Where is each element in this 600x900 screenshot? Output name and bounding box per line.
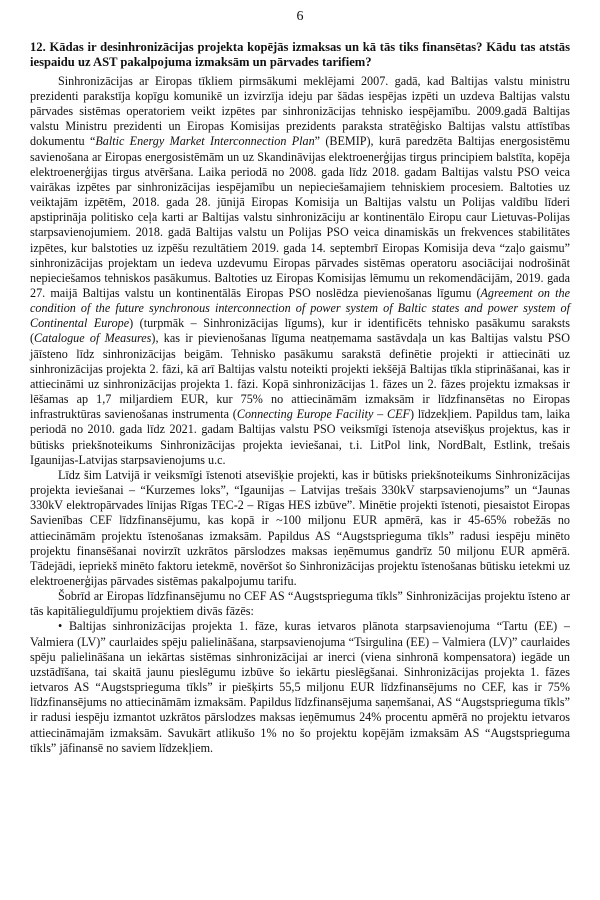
- text-run: ) (turpmāk – Sinhronizācijas līgums), kur ir identificēts tehnisko pasākumu saraksts (: [30, 316, 571, 346]
- body-paragraph: [30, 589, 570, 619]
- text-run: Līdz šim Latvijā ir veiksmīgi īstenoti atsevišķie projekti, kas ir būtisks priekšnoteikums Sinhronizācijas projekta ieviešanai – “Kurzemes loks”, “Igaunijas – Latvijas trešais 330kV starpsavienojums” un “Jaunas 330kV elektropārvades līnijas Rīgas TEC-2 – Rīgas HES izbūve”. Minētie projekti īstenoti, piesaistot Eiropas Savienības CEF līdzfinansējumu, kas kopā ir ~100 miljonu EUR apmērā, kas ir 45-65% robežās no attiecināmām projektu īstenošanas izmaksām. Papildus AS “Augstsprieguma tīkls” radusi iespēju minēto projektu finansēšanai novirzīt uzkrātos pārslodzes maksas ieņēmumus gandrīz 50 miljonu EUR apmērā. Tādejādi, iepriekš minēto faktoru ietekmē, novēršot šo Sinhronizācijas projektu īstenošanas būtisku ietekmi uz elektroenerģijas pārvades sistēmas pakalpojumu tarifu.: [30, 467, 570, 588]
- italic-term: Agreement on the condition of the future synchronous interconnection of power system of Baltic states and power system of Continental Europe: [30, 286, 570, 331]
- page-number: 6: [296, 9, 304, 24]
- text-run: ” (BEMIP), kurā paredzēta Baltijas energosistēmu savienošana ar Eiropas energosistēmām un uz Skandināvijas elektroenerģijas tirgus principiem balstīta, kopēja elektroenerģijas tirgus atvēršana. Laika periodā no 2008. gada līdz 2018. gadam Baltijas valstu PSO veica vairākas izpētes par sinhronizācijas iespējamību un nepieciešamajiem tehniskiem procesiem. Baltoties uz veiktajām izpētēm, 2018. gada 28. jūnijā Eiropas Komisija un Baltijas valstu un Polijas valdību līderi apstiprināja politisko ceļa karti ar Baltijas valstu sinhronizāciju ar kontinentālo Eiropu caur Lietuvas-Polijas starpsavienojumiem. 2018. gadā Baltijas valstu un Polijas PSO veica dinamiskās un frekvences stabilitātes izpētes, kur balstoties uz izpēšu rezultātiem 2019. gada 14. septembrī Eiropas Komisija deva “zaļo gaismu” sinhronizācijas projektam un iedeva uzdevumu Eiropas pārvades sistēmas operatoru asociācijai nodrošināt nepieciešamos tehniskos pasākumus. Baltoties uz Eiropas Komisijas lēmumu un rekomendācijām, 2019. gada 27. maijā Baltijas valstu un kontinentālās Eiropas PSO noslēdza pievienošanas līgumu (: [30, 134, 570, 300]
- body-paragraph: [30, 619, 570, 755]
- document-body: [30, 74, 570, 756]
- text-run: • Baltijas sinhronizācijas projekta 1. fāze, kuras ietvaros plānota starpsavienojuma “Tartu (EE) – Valmiera (LV)” caurlaides spēju palielināšana, starpsavienojuma “Tsirgulina (EE) – Valmiera (LV)” caurlaides spēju palielināšana un iekārtas sistēmas sinhronizācijai ar inerci (viena sinhronā kompensatora) iegāde un uzstādīšana, tai skaitā jaunu pieslēgumu izbūve šo iekārtu pieslēgšanai. Sinhronizācijas projekta 1. fāzes ietvaros AS “Augstsprieguma tīkls” ir piešķirts 55,5 miljonu EUR līdzfinansējums no CEF, kas ir 75% līdzfinansējums no attiecināmām izmaksām. Papildus līdzfinansējuma saņemšanai, AS “Augstsprieguma tīkls” ir radusi iespēju izmantot uzkrātos pārslodzes maksas ieņēmumus 24% procentu apmērā no projektu ietvaros attiecināmajām izmaksām. Savukārt atlikušo 1% no šo projektu kopējām izmaksām AS “Augstsprieguma tīkls” jāfinansē no saviem līdzekļiem.: [30, 619, 570, 755]
- italic-term: Baltic Energy Market Interconnection Plan: [95, 134, 315, 149]
- text-run: Sinhronizācijas ar Eiropas tīkliem pirmsākumi meklējami 2007. gadā, kad Baltijas valstu ministru prezidenti parakstīja kopīgu komunikē un izvirzīja ideju par šādas iespējas izpēti un uzdeva Baltijas valstu pārvades sistēmas operatoriem veikt izpētes par sinhronizācijas tehnisko iespējamību. 2009.gadā Baltijas valstu Ministru prezidenti un Eiropas Komisijas prezidents paraksta stratēģisko Baltijas valstu attīstības dokumentu “: [30, 73, 570, 149]
- body-paragraph: [30, 468, 570, 589]
- question-heading: 12. Kādas ir desinhronizācijas projekta kopējās izmaksas un kā tās tiks finansētas? Kādu tas atstās iespaidu uz AST pakalpojuma izmaksām un pārvades tarifiem?: [30, 40, 570, 70]
- italic-term: Catalogue of Measures: [34, 331, 152, 346]
- text-run: Šobrīd ar Eiropas līdzfinansējumu no CEF AS “Augstsprieguma tīkls” Sinhronizācijas projektu īsteno ar tās kapitālieguldījumu projektiem divās fāzēs:: [30, 589, 570, 619]
- body-paragraph: [30, 74, 570, 468]
- italic-term: Connecting Europe Facility – CEF: [236, 407, 410, 422]
- text-run: ) līdzekļiem. Papildus tam, laika periodā no 2010. gada līdz 2021. gadam Baltijas valstu PSO veiksmīgi īstenoja atsevišķus projektus, kas ir būtisks priekšnoteikums Sinhronizācijas projekta ieviešanai, t.i. LitPol link, NordBalt, Estlink, trešais Igaunijas-Latvijas starpsavienojums u.c.: [30, 407, 570, 467]
- text-run: ), kas ir pievienošanas līguma neatņemama sastāvdaļa un kas Baltijas valstu PSO jāīsteno līdz sinhronizācijas beigām. Tehnisko pasākumu sarakstā definētie projekti ir attiecināti uz sinhronizācijas projekta 2. fāzi, kā arī Baltijas valstu noteikti projekti iekšējā Baltijas tīkla stiprināšanai, kas ir attiecināmi uz sinhronizācijas projekta 1. fāzi. Kopā sinhronizācijas 1. fāzes un 2. fāzes projektu izmaksas ir lēšamas ap 1,7 miljardiem EUR, kur 75% no attiecināmām izmaksām ir līdzfinansētas no Eiropas infrastruktūras savienošanas instrumenta (: [30, 331, 570, 422]
